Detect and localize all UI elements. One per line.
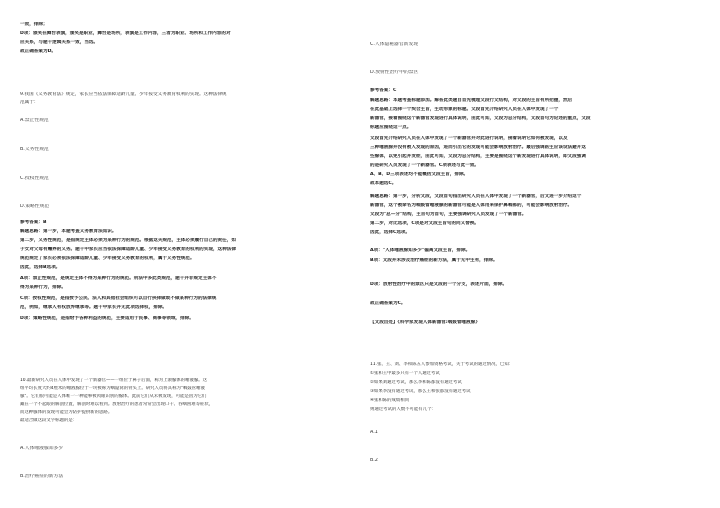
analysis-line: 三种唾液腺并没有被人发现的原因，进而引出它的发现可能会影响放射治疗。最后强调医生应该设法避开这 [370,145,586,150]
analysis-line: 文段首先介绍研究人员在人体中发现了一个新器官并对此进行说明，接着说明它如何被发现，以及 [370,136,568,141]
analysis-line: 标题应围绕这一点。 [370,125,412,130]
analysis-line: D项：策略性规范，是指给予各种利益的规范，主要适用于民事、商事等领域，排除。 [20,316,194,321]
source-line: 【文段出处】《科学家发现人体新器官:咽鼓管唾液腺》 [370,320,480,325]
question-stem: 藏在一个不起眼的解剖位置，解剖时难以看到。放射治疗的患者常常会出现口干、吞咽困难等症状， [20,402,214,407]
question-stem: ①张和王中最多只有一个人通过考试 [370,371,440,376]
analysis-line: 故正确答案为C。 [370,301,406,306]
analysis-line: 解题思路：第一步，分析文段，文段首句指出研究人员在人体中发现了一个新器官，后文进一步介绍这个 [370,194,582,199]
analysis-line: 解题思路：第一步，本题考查义务教育法知识。 [20,229,117,234]
analysis-line: 文段为"总—分"结构，主旨句为首句，主要强调研究人员发现了一个新器官。 [370,212,527,217]
analysis-line: 新器官，接着围绕这个新器官发现进行具体说明，由此可知，文段为总分结构，文段首句为论述的重点，文段 [370,116,591,121]
question-stem: ②如果刘通过考试，那么李和陈都没有通过考试 [370,380,462,385]
analysis-line: 些腺体，以免引起并发症，由此可知，文段为总分结构，主要是围绕这个新发现进行具体说明，即文段强调 [370,154,586,159]
option-a: A.人体唾液腺知多少 [20,446,64,451]
analysis-line: 得为某种行为，排除。 [20,285,66,290]
option-c: C.授权性规范 [20,176,49,181]
question-stem: 则通过考试的人数不可能有几个： [370,407,436,412]
text-line: 故正确答案为D。 [20,49,56,54]
analysis-line: B项：文段并未涉及治疗癌症的新方法，属于无中生有，排除。 [370,258,498,263]
analysis-line: 故本题选C。 [370,181,397,186]
answer-line: 参考答案：B [20,220,47,225]
analysis-line: 解题思路：本题考查标题添加。解答此类题目首先梳理文段行文结构，对文段的主旨有所把握，然后 [370,98,573,103]
option-c: C.人体隐秘器官新发现 [370,42,419,47]
analysis-line: 第二步，义务性规范，是指规定主体必须为某种行为的规范。根据这关规范，主体必须履行自己的责任，如 [20,238,236,243]
question-stem: 而这种腺体的发现可能会为防护提供新的思路。 [20,410,113,415]
option-d: D.放射性治疗中的禁区 [370,70,419,75]
text-line: 应关系，与题干逻辑关系一致，当选。 [20,40,99,45]
option-a: A.1 [370,430,378,435]
analysis-line: 子女对父母有赡养的义务。题干中家长应当依法保障适龄儿童、少年接受义务教育的权利的实现，这种法律 [20,247,236,252]
question-stem: 9.我国《义务教育法》规定，家长应当依法保障适龄儿童、少年按受义务教育权利的实现。这种法律规 [20,92,227,97]
question-stem: ③如果李没有通过考试，那么王和张都没有通过考试 [370,389,471,394]
option-d: D.策略性规范 [20,204,50,209]
text-line: D项：颁奖在舞台表演，颁奖是职业，舞台是场所，表演是工作内容，三者为职业、场所和工作内容的对 [20,31,231,36]
analysis-line: 在此基础上选择一个契合主旨，生动形象的标题。文段首先介绍研究人员在人体中发现了一个 [370,107,559,112]
question-stem: 11.张、王、刘、李和陈五人参加资格考试，关于考试的通过情况，已知： [370,362,514,367]
analysis-line: 规范规定了家长必须依法保障适龄儿童、少年接受义务教育的权利，属于义务性规范。 [20,256,195,261]
question-stem: 范属于： [20,100,39,105]
analysis-line: A项："人体唾液腺知多少"偏离文段主旨，排除。 [370,248,471,253]
analysis-line: 新器官，这个被命名为咽鼓管唾液腺的新器官可能是人体用来保护鼻咽部的，可能会影响放射治疗。 [370,203,573,208]
analysis-line: D项：放射性治疗中的禁区只是文段的一个分支，表述片面，排除。 [370,282,508,287]
question-stem: 腺"。它们很可能是人体唯一一种能够被肉眼识别的腺体。此前它们从未被发现，可能是因为它们 [20,394,207,399]
analysis-line: 因此，选择B选项。 [20,265,61,270]
analysis-line: 因此，选择C选项。 [370,230,411,235]
analysis-line: A、B、D三项表述均不能概括文段主旨，排除。 [370,172,469,177]
option-b: B.治疗癌症的新方法 [20,474,64,479]
analysis-line: C项：授权性规范，是指授予公民、法人和其他社会组织可以自行抉择做或不做某种行为的法律规 [20,296,217,301]
option-a: A.禁止性规范 [20,118,49,123]
analysis-line: A项：禁止性规范，是规定主体不得为某种行为的规范。刑法中多此类规范，题干并非规定主体不 [20,276,217,281]
question-stem: 组平均长度大约4厘米的唾液腺位于一块被称为咽隐窝的骨头上。研究人员将其称为"咽鼓管唾液 [20,386,205,391]
question-stem: 最适合做这段文字标题的是： [20,418,78,423]
analysis-line: 范，例如，继承人有权放弃继承等。题干中家长并无此项选择权，排除。 [20,305,168,310]
question-stem: 10.最新研究人员在人体中发现了一个新器官——一组位于鼻子后面，称为上颌腺体的唾液腺。这 [20,378,208,383]
question-stem: ④张和陈的成绩相同 [370,398,410,403]
option-b: B.2 [370,458,378,463]
answer-line: 参考答案：C [370,88,397,93]
option-b: B.义务性规范 [20,147,49,152]
analysis-line: 第二步，对比选项，C项是对文段主旨句的同义替换。 [370,221,480,226]
text-line: 一致，排除； [20,22,48,27]
analysis-line: 的是研究人员发现了一个新器官。C项表述与此一致。 [370,163,480,168]
